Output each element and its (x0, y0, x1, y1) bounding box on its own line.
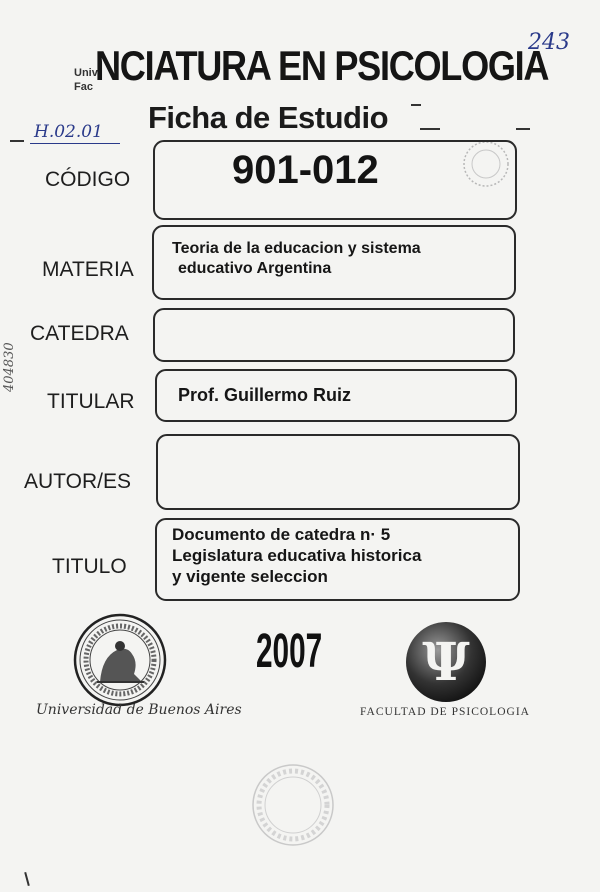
dash-mark (10, 140, 24, 142)
underline-mark (420, 128, 530, 130)
autores-label: AUTOR/ES (24, 470, 131, 493)
dash-mark (411, 104, 421, 106)
library-stamp-icon (250, 762, 336, 848)
year: 2007 (256, 625, 323, 678)
handwritten-side-note: 404830 (2, 342, 17, 392)
catedra-label: CATEDRA (30, 322, 129, 345)
materia-line-2: educativo Argentina (178, 260, 332, 277)
univ-line-1: Univ (74, 67, 98, 79)
autores-field (156, 434, 520, 510)
page-title: NCIATURA EN PSICOLOGIA (95, 42, 549, 89)
titulo-line-1: Documento de catedra n· 5 (172, 525, 391, 544)
materia-label: MATERIA (42, 258, 134, 281)
uba-seal-icon (72, 612, 168, 708)
facultad-caption: FACULTAD DE PSICOLOGIA (360, 706, 530, 718)
catedra-value (155, 310, 513, 334)
titulo-line-3: y vigente seleccion (172, 567, 328, 586)
autores-value (158, 436, 518, 464)
psi-logo-icon (404, 620, 488, 704)
titulo-line-2: Legislatura educativa historica (172, 546, 422, 565)
psi-symbol: Ψ (422, 632, 470, 693)
handwritten-underline (30, 143, 120, 144)
codigo-value: 901-012 (232, 148, 379, 192)
titulo-label: TITULO (52, 555, 127, 578)
titular-value: Prof. Guillermo Ruiz (178, 385, 352, 405)
handwritten-ref: H.02.01 (34, 122, 103, 142)
titular-label: TITULAR (47, 390, 135, 413)
materia-value (172, 239, 421, 279)
univ-line-2: Fac (74, 81, 93, 93)
uba-caption: Universidad de Buenos Aires (36, 702, 242, 718)
catedra-field (153, 308, 515, 362)
subtitle: Ficha de Estudio (148, 100, 389, 135)
materia-line-1: Teoria de la educacion y sistema (172, 240, 421, 257)
titulo-value (172, 524, 421, 587)
handwritten-page-number: 243 (528, 30, 570, 55)
margin-mark (24, 872, 30, 886)
codigo-label: CÓDIGO (45, 168, 131, 191)
